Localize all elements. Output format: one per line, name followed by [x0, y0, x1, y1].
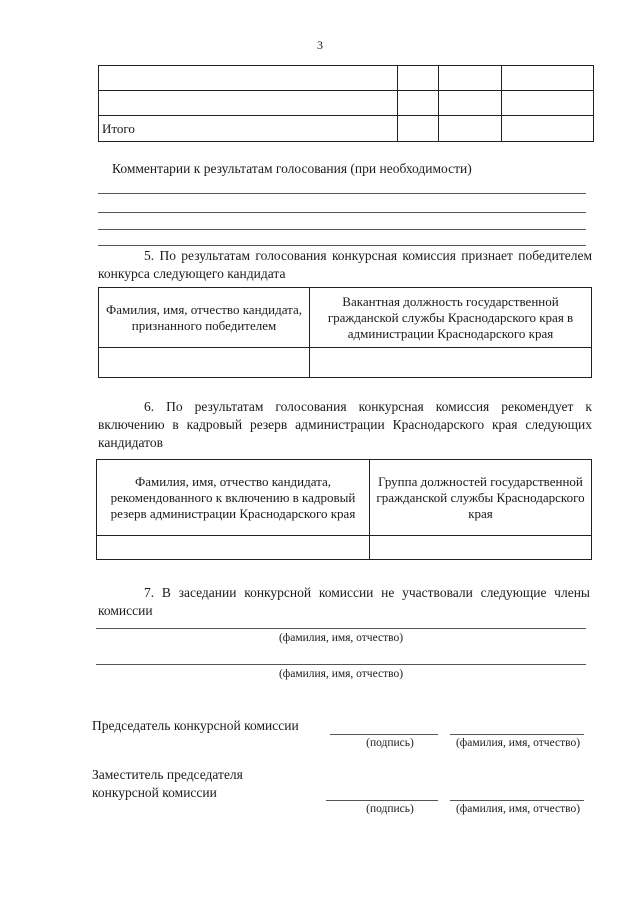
table-cell: [97, 536, 370, 560]
winner-col2-header: Вакантная должность государственной гражданской службы Краснодарского края в администрации Краснодарского края: [310, 288, 592, 348]
deputy-label-line1: Заместитель председателя: [92, 767, 243, 782]
section5-text: 5. По результатам голосования конкурсная комиссия признает победителем конкурса следующего кандидата: [98, 248, 592, 281]
reserve-col2-header: Группа должностей государственной гражданской службы Краснодарского края: [370, 460, 592, 536]
comment-line: [98, 229, 586, 230]
section6-text: 6. По результатам голосования конкурсная комиссия рекомендует к включению в кадровый резерв администрации Краснодарского края следующих кандидатов: [98, 399, 592, 450]
deputy-signature-line: [326, 800, 438, 801]
deputy-signature-hint: (подпись): [366, 803, 414, 815]
table-cell: [398, 91, 439, 116]
chairman-signature-hint: (подпись): [366, 737, 414, 749]
table-cell: [439, 66, 502, 91]
table-cell: [439, 116, 502, 142]
table-cell: [439, 91, 502, 116]
table-cell: [370, 536, 592, 560]
table-cell: [99, 66, 398, 91]
table-cell: [502, 116, 594, 142]
table-cell: [99, 91, 398, 116]
table-cell: [310, 348, 592, 378]
deputy-name-hint: (фамилия, имя, отчество): [455, 803, 581, 815]
deputy-label-line2: конкурсной комиссии: [92, 785, 217, 800]
comment-line: [98, 212, 586, 213]
winner-col1-header: Фамилия, имя, отчество кандидата, признанного победителем: [99, 288, 310, 348]
section7-text: 7. В заседании конкурсной комиссии не участвовали следующие члены комиссии: [98, 585, 590, 618]
total-label: Итого: [99, 116, 398, 142]
chairman-name-line: [450, 734, 584, 735]
table-cell: [502, 91, 594, 116]
table-cell: [398, 66, 439, 91]
absent-member-hint: (фамилия, имя, отчество): [278, 632, 404, 644]
reserve-table: [96, 459, 592, 560]
reserve-col1-header: Фамилия, имя, отчество кандидата, рекомендованного к включению в кадровый резерв администрации Краснодарского края: [97, 460, 370, 536]
table-cell: [502, 66, 594, 91]
comments-label: Комментарии к результатам голосования (при необходимости): [112, 161, 472, 176]
chairman-label: Председатель конкурсной комиссии: [92, 718, 299, 733]
absent-member-hint: (фамилия, имя, отчество): [278, 668, 404, 680]
deputy-name-line: [450, 800, 584, 801]
winner-table: [98, 287, 592, 378]
absent-member-line: [96, 628, 586, 629]
comment-line: [98, 245, 586, 246]
comment-line: [98, 193, 586, 194]
table-cell: [99, 348, 310, 378]
vote-table: [98, 65, 594, 142]
page-number: 3: [317, 38, 323, 52]
absent-member-line: [96, 664, 586, 665]
chairman-name-hint: (фамилия, имя, отчество): [455, 737, 581, 749]
chairman-signature-line: [330, 734, 438, 735]
table-cell: [398, 116, 439, 142]
